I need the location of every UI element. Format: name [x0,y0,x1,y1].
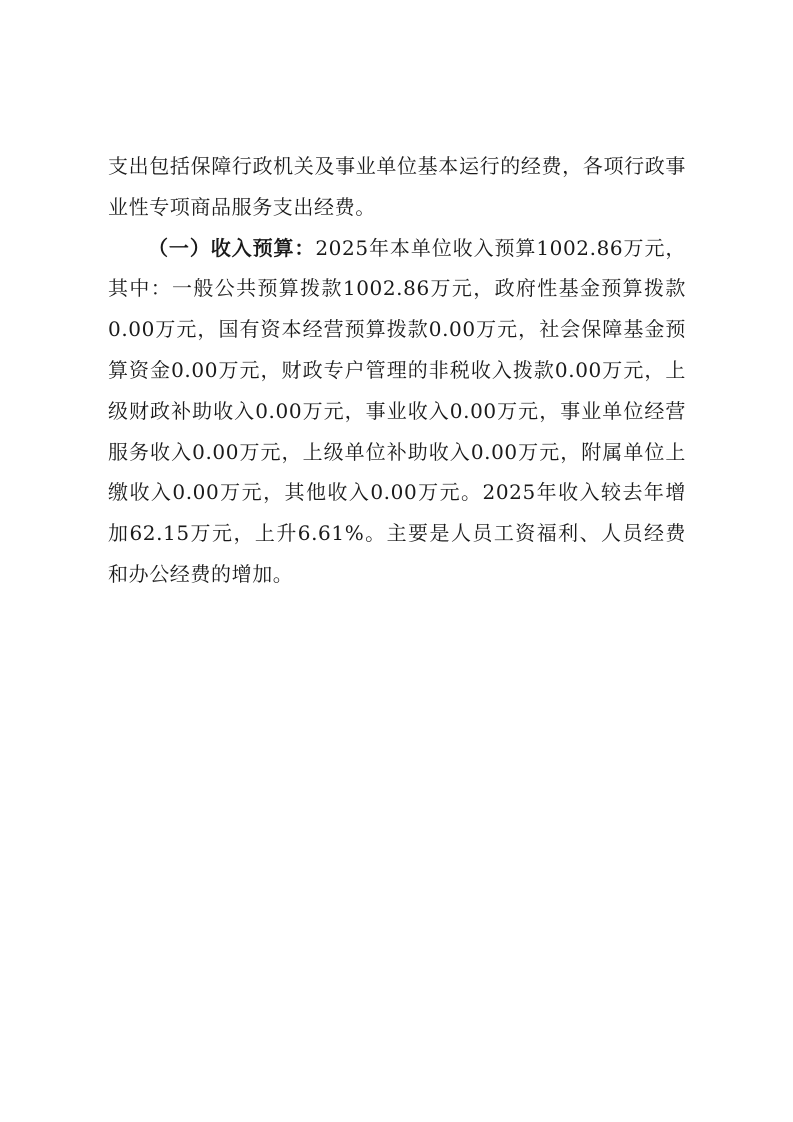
paragraph-income-budget [108,228,686,595]
document-body [108,146,686,595]
paragraph-text: 支出包括保障行政机关及事业单位基本运行的经费，各项行政事业性专项商品服务支出经费。 [108,154,686,219]
paragraph-text: 2025年本单位收入预算1002.86万元，其中：一般公共预算拨款1002.86万元，政府性基金预算拨款0.00万元，国有资本经营预算拨款0.00万元，社会保障基金预算资金0.00万元，财政专户管理的非税收入拨款0.00万元，上级财政补助收入0.00万元，事业收入0.00万元，事业单位经营服务收入0.00万元，上级单位补助收入0.00万元，附属单位上缴收入0.00万元，其他收入0.00万元。2025年收入较去年增加62.15万元，上升6.61%。主要是人员工资福利、人员经费和办公经费的增加。 [108,235,686,586]
section-heading-income-budget: （一）收入预算： [148,235,316,260]
paragraph-expenditure-continuation [108,146,686,228]
